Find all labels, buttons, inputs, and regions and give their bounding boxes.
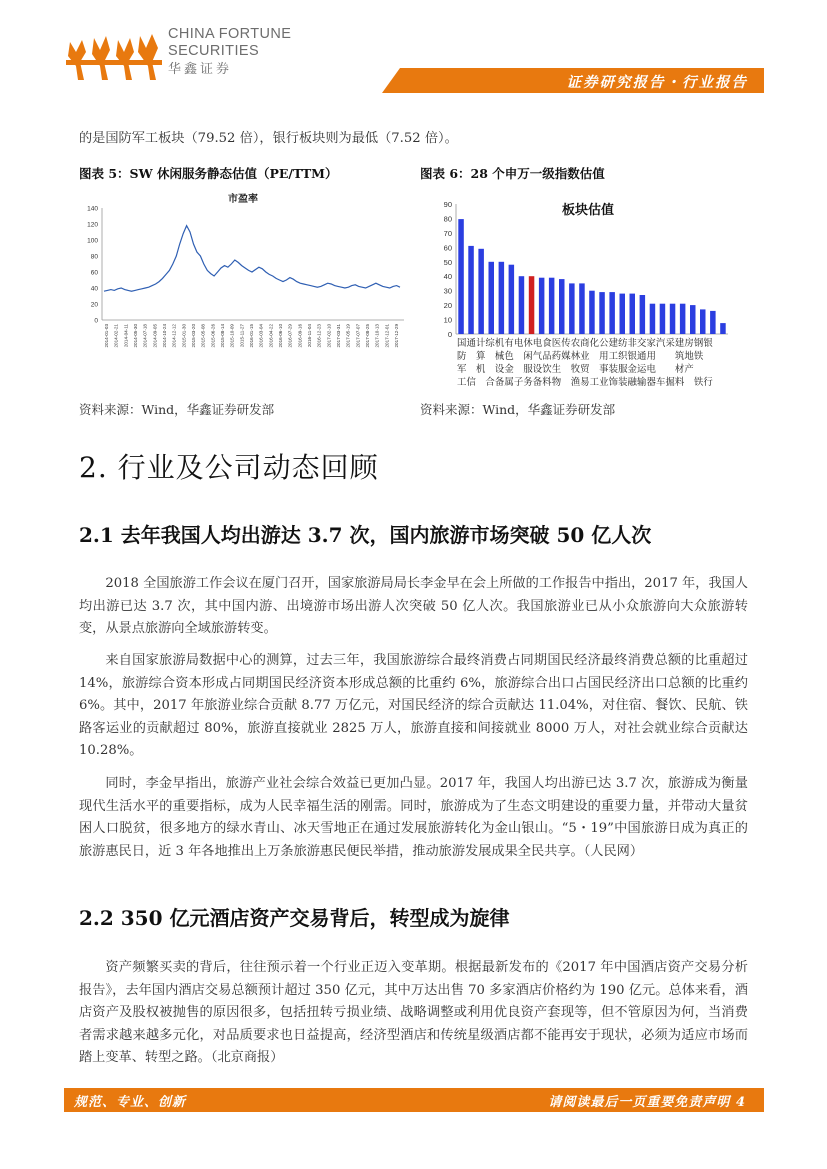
chart2-bar	[599, 292, 605, 334]
chart1-x-tick-label: 2017-12-01	[384, 324, 390, 348]
s21-paragraph-3: 同时，李金早指出，旅游产业社会综合效益已更加凸显。2017 年，我国人均出游已达 3.7 次，旅游成为衡量现代生活水平的重要指标，成为人民幸福生活的刚需。同时，旅游成为了生态文明建设的重要力量，并带动大量贫困人口脱贫，很多地方的绿水青山、冰天雪地正在通过发展旅游转化为金山银山。“5・19”中国旅游日成为真正的旅游惠民日，近 3 年各地推出上万条旅游惠民便民举措，推动旅游发展成果全民共享。（人民网）	[79, 776, 748, 859]
subsection-2-2-heading: 2.2 350 亿元酒店资产交易背后，转型成为旋律	[79, 906, 510, 930]
section-heading: 2. 行业及公司动态回顾	[79, 451, 379, 484]
chart1-y-tick-label: 60	[90, 269, 98, 277]
chart1-x-tick-label: 2017-07-07	[355, 324, 361, 348]
chart2-bar	[670, 304, 676, 334]
chart2-category-label-row: 防 算 械色 闲气品药媒林业 用工织银通用 筑地铁	[457, 350, 713, 361]
chart1-x-tick-label: 2017-10-13	[374, 324, 380, 348]
chart2-y-tick-label: 70	[443, 228, 452, 238]
chart2-bar	[458, 219, 464, 334]
chart1-x-tick-label: 2014-09-05	[152, 324, 158, 348]
chart2-bar	[539, 278, 545, 334]
chart2-bar	[589, 291, 595, 334]
chart2-bar	[620, 294, 626, 334]
chart1-y-tick-label: 20	[90, 301, 98, 309]
report-type: 证券研究报告・行业报告	[566, 74, 748, 91]
chart1-x-tick-label: 2014-10-24	[162, 324, 167, 348]
chart1-y-tick-label: 40	[90, 285, 98, 293]
chart2-y-tick-label: 60	[443, 243, 452, 253]
chart1-x-tick-label: 2015-01-30	[181, 324, 187, 348]
chart2-bar	[630, 294, 636, 334]
brand-cn: 华鑫证券	[168, 61, 233, 76]
chart2-bar	[700, 309, 706, 334]
chart2-bar	[559, 279, 565, 334]
footer-slogan: 规范、专业、创新	[74, 1095, 187, 1110]
chart2-bar	[549, 278, 555, 334]
chart2-title: 板块估值	[561, 202, 615, 217]
chart2-bar	[569, 283, 575, 334]
chart1-x-tick-label: 2016-09-16	[297, 324, 303, 348]
sector-bar-chart-svg	[420, 186, 740, 386]
chart1-x-tick-label: 2017-03-31	[336, 324, 341, 348]
intro-line: 的是国防军工板块（79.52 倍），银行板块则为最低（7.52 倍）。	[79, 131, 458, 146]
chart1-series-line	[104, 226, 400, 292]
chart2-bar	[468, 246, 474, 334]
logo-mark-icon	[64, 22, 164, 84]
chart1-x-tick-label: 2017-12-29	[394, 324, 399, 348]
brand-en-line1: CHINA FORTUNE	[168, 26, 292, 42]
chart2-y-tick-label: 80	[443, 214, 452, 224]
chart2-category-label-row: 工信 合备属子务备料物 渔易工业饰装融输器车掘料 铁行	[457, 376, 713, 386]
chart2-y-tick-label: 50	[443, 257, 452, 267]
chart1-y-tick-label: 80	[90, 253, 98, 261]
chart2-y-tick-label: 40	[443, 272, 452, 282]
chart1-x-tick-label: 2017-02-10	[326, 324, 332, 348]
chart1-x-tick-label: 2015-10-09	[229, 324, 235, 348]
chart1-y-tick-label: 0	[94, 317, 98, 325]
chart1-x-tick-label: 2016-04-22	[268, 324, 274, 348]
chart2-bar	[680, 304, 686, 334]
chart2-y-tick-label: 90	[443, 200, 452, 209]
chart1-x-tick-label: 2015-11-27	[239, 324, 245, 348]
chart1-x-tick-label: 2016-12-23	[316, 324, 322, 348]
brand-name	[168, 26, 291, 77]
pe-line-chart	[80, 186, 410, 391]
chart1-x-tick-label: 2014-04-11	[123, 324, 129, 348]
chart1-x-tick-label: 2016-06-10	[278, 324, 283, 348]
chart1-x-tick-label: 2016-01-15	[249, 324, 254, 348]
chart1-y-tick-label: 100	[87, 237, 98, 245]
chart1-x-tick-label: 2014-07-18	[142, 324, 148, 348]
s21-paragraph-2: 来自国家旅游局数据中心的测算，过去三年，我国旅游综合最终消费占同期国民经济最终消费总额的比重超过 14%，旅游综合资本形成占同期国民经济资本形成总额的比重约 6%，旅游综合出口占国民经济出口总额的比重约 6%。其中，2017 年旅游业综合贡献 8.77 万亿元，对国民经济的综合贡献达 11.04%，对住宿、餐饮、民航、铁路客运业的贡献超过 80%，旅游直接就业 2825 万人，旅游直接和间接就业 8000 万人，对社会就业综合贡献达 10.28%。	[79, 653, 748, 758]
chart1-x-tick-label: 2014-12-12	[171, 324, 177, 348]
subsection-2-1-heading: 2.1 去年我国人均出游达 3.7 次，国内旅游市场突破 50 亿人次	[79, 523, 652, 547]
chart1-x-tick-label: 2015-08-14	[220, 324, 225, 348]
chart2-category-label-row: 国通计综机有电休电食医传农商化公建纺非交家汽采建房钢银	[457, 337, 713, 348]
chart2-bar	[609, 292, 615, 334]
s22-paragraph-1: 资产频繁买卖的背后，往往预示着一个行业正迈入变革期。根据最新发布的《2017 年中国酒店资产交易分析报告》，去年国内酒店交易总额预计超过 350 亿元，其中万达出售 70 多家酒店价格约为 190 亿元。总体来看，酒店资产及股权被抛售的原因很多，包括扭转亏损业绩、战略调整或利用优良资产套现等，但不管原因为何，当消费者需求越来越多元化，对品质要求也日益提高，经济型酒店和传统星级酒店都不能再安于现状，必须为适应市场而踏上变革、转型之路。（北京商报）	[79, 960, 748, 1065]
chart2-category-label-row: 军 机 设金 服设饮生 牧贸 事装服金运电 材产	[457, 363, 713, 374]
chart2-bar	[529, 276, 535, 334]
chart1-x-tick-label: 2014-05-30	[133, 324, 138, 348]
chart1-x-tick-label: 2017-05-19	[345, 324, 351, 348]
chart2-bar	[579, 283, 585, 334]
figure5-source: 资料来源：Wind，华鑫证券研发部	[79, 402, 275, 417]
chart1-title: 市盈率	[228, 194, 258, 205]
chart1-x-tick-label: 2015-03-20	[191, 324, 196, 348]
figure6-caption: 图表 6：28 个申万一级指数估值	[420, 166, 605, 181]
chart1-x-tick-label: 2014-01-03	[104, 324, 109, 348]
chart2-bar	[499, 262, 505, 334]
chart2-bar	[660, 304, 666, 334]
chart1-x-tick-label: 2016-07-29	[287, 324, 293, 348]
chart2-bar	[489, 262, 495, 334]
chart1-x-tick-label: 2015-05-08	[200, 324, 206, 348]
chart2-bar	[509, 265, 514, 334]
chart1-x-tick-label: 2016-03-04	[258, 324, 264, 348]
chart2-y-tick-label: 30	[443, 286, 452, 296]
s21-paragraph-1: 2018 全国旅游工作会议在厦门召开，国家旅游局局长李金早在会上所做的工作报告中指出，2017 年，我国人均出游已达 3.7 次，其中国内游、出境游市场出游人次突破 50 亿人次。我国旅游业已从小众旅游向大众旅游转变，从景点旅游向全域旅游转变。	[79, 576, 748, 636]
header-bar	[400, 68, 764, 93]
figure6-source: 资料来源：Wind，华鑫证券研发部	[420, 402, 616, 417]
chart2-y-tick-label: 0	[447, 330, 452, 339]
chart1-x-tick-label: 2014-02-21	[113, 324, 119, 348]
chart2-bar	[720, 323, 726, 334]
chart2-bar	[640, 295, 646, 334]
chart2-bar	[519, 276, 525, 334]
chart1-x-tick-label: 2015-06-26	[210, 324, 216, 348]
figure5-caption: 图表 5：SW 休闲服务静态估值（PE/TTM）	[79, 166, 338, 181]
chart1-y-tick-label: 120	[87, 221, 98, 229]
chart2-bar	[690, 305, 696, 334]
chart2-bar	[710, 311, 716, 334]
chart2-bar	[478, 249, 484, 334]
brand-en-line2: SECURITIES	[168, 43, 260, 59]
chart2-y-tick-label: 10	[443, 315, 452, 325]
footer-bar	[64, 1088, 764, 1112]
sector-bar-chart	[420, 186, 740, 386]
chart2-bar	[650, 304, 656, 334]
footer-disclaimer: 请阅读最后一页重要免责声明 4	[548, 1095, 746, 1110]
chart1-x-tick-label: 2016-11-04	[307, 324, 312, 348]
chart1-y-tick-label: 140	[87, 205, 98, 213]
chart1-x-tick-label: 2017-08-25	[365, 324, 370, 348]
chart2-y-tick-label: 20	[443, 301, 452, 311]
pe-line-chart-svg	[80, 186, 410, 391]
